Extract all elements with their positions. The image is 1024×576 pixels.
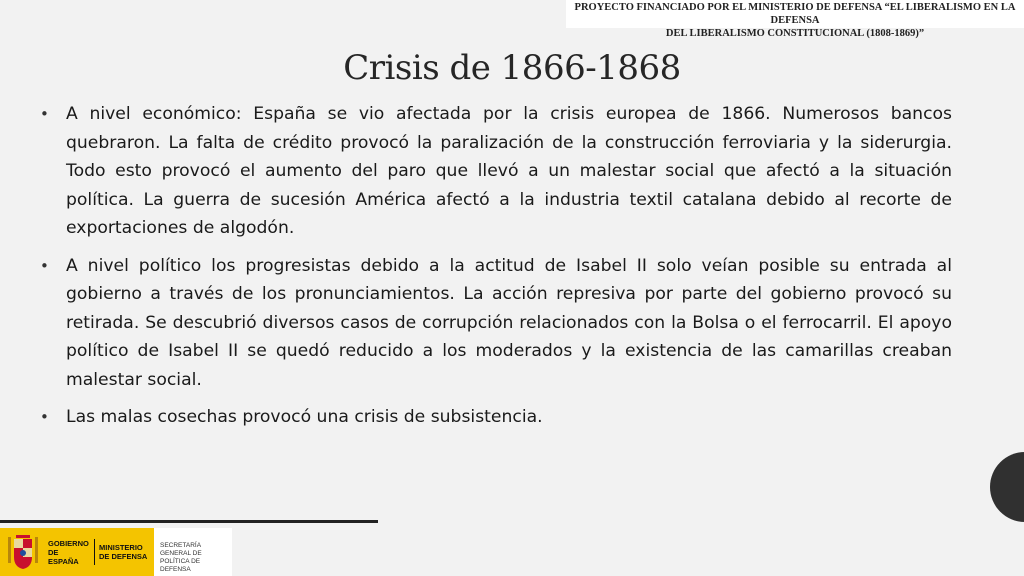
bullet-marker: •: [40, 105, 49, 123]
logo-divider: [94, 539, 95, 565]
secretariat-label-line-2: POLÍTICA DE DEFENSA: [160, 558, 201, 573]
government-label-line-1: GOBIERNO: [48, 538, 89, 548]
decorative-disc: [990, 452, 1024, 522]
funding-banner: [566, 0, 1024, 39]
government-label: [48, 539, 90, 566]
ministry-label-line-1: MINISTERIO: [99, 543, 143, 552]
ministry-label-line-2: DE DEFENSA: [99, 552, 148, 561]
secretariat-label-line-1: SECRETARÍA GENERAL DE: [160, 542, 202, 557]
funding-banner-line-2: DEL LIBERALISMO CONSTITUCIONAL (1808-1869)”: [665, 28, 925, 39]
bullet-text: A nivel económico: España se vio afectada por la crisis europea de 1866. Numerosos bancos quebraron. La falta de crédito provocó la paralización de la construcción ferroviaria y la siderurgia. Todo esto provocó el aumento del paro que llevó a un malestar social que afectó a la situación política. La guerra de sucesión América afectó a la industria textil catalana debido al recorte de exportaciones de algodón.: [66, 104, 952, 238]
bullet-marker: •: [40, 408, 49, 426]
government-label-line-2: DE ESPAÑA: [48, 547, 79, 566]
funding-banner-line-1: PROYECTO FINANCIADO POR EL MINISTERIO DE DEFENSA “EL LIBERALISMO EN LA DEFENSA: [574, 2, 1016, 26]
bullet-marker: •: [40, 256, 49, 275]
bullet-text: A nivel político los progresistas debido a la actitud de Isabel II solo veían posible su entrada al gobierno a través de los pronunciamientos. La acción represiva por parte del gobierno provocó su retirada. Se descubrió diversos casos de corrupción relacionados con la Bolsa o el ferrocarril. El apoyo político de Isabel II se quedó reducido a los moderados y la existencia de las camarillas creaban malestar social.: [66, 255, 952, 390]
bullet-item-political: [40, 252, 952, 395]
government-logo: [0, 528, 232, 576]
bullet-item-economic: [40, 100, 952, 243]
ministry-label: [99, 543, 149, 561]
bullet-item-harvest: [40, 403, 952, 432]
footer-divider: [0, 520, 378, 523]
bullet-list: [40, 100, 952, 441]
spanish-coat-of-arms-icon: [6, 533, 40, 571]
government-logo-yellow-block: [0, 528, 154, 576]
secretariat-label: [154, 528, 232, 576]
slide-title: Crisis de 1866-1868: [343, 48, 681, 88]
bullet-text: Las malas cosechas provocó una crisis de subsistencia.: [66, 407, 543, 427]
